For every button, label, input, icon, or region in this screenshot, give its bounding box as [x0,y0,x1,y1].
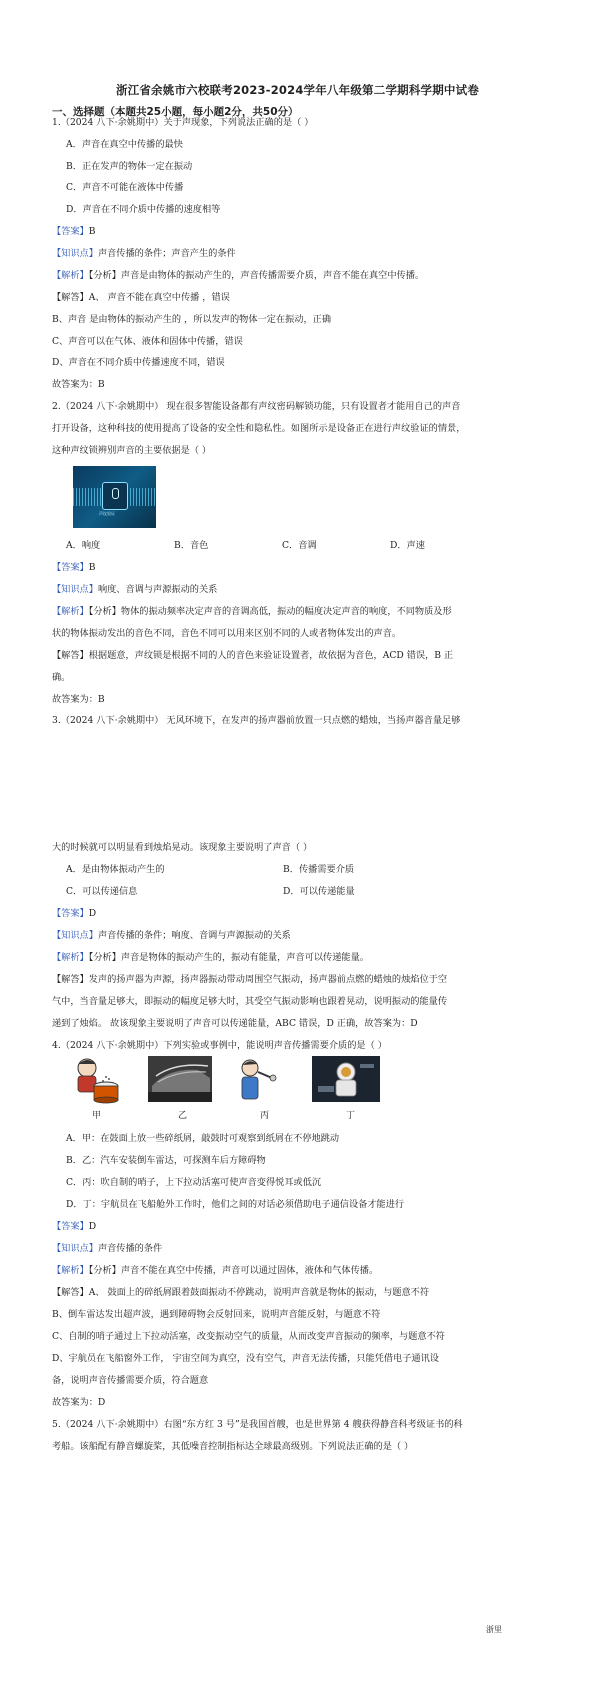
q2-stem-line: 这种声纹锁辨别声音的主要依据是（ ） [52,445,212,456]
q2-option-c: C．音调 [282,540,317,551]
page-title: 浙江省余姚市六校联考2023-2024学年八年级第二学期科学期中试卷 [115,83,480,97]
answer-tag: 【答案】 [52,908,89,919]
q2-answer [52,562,96,574]
analysis-tag: 【解析】 [52,606,89,617]
figure-label-ding: 丁 [346,1111,356,1121]
analysis-text: 【分析】声音是物体的振动产生的，振动有能量，声音可以传递能量。 [88,952,369,963]
q1-conclusion: 故答案为：B [52,379,105,390]
answer-value: D [88,1221,97,1232]
q4-analysis [52,1265,378,1277]
q4-option-b: B．乙：汽车安装倒车雷达，可探测车后方障碍物 [66,1155,266,1166]
analysis-tag: 【解析】 [52,1265,89,1276]
q3-options-row [66,864,506,876]
q3-solution-line: 【解答】发声的扬声器为声源，扬声器振动带动周围空气振动，扬声器前点燃的蜡烛的烛焰位于空 [52,974,448,985]
knowledge-text: 响度、音调与声源振动的关系 [97,584,218,595]
knowledge-tag: 【知识点】 [52,1243,98,1254]
knowledge-text: 声音传播的条件；声音产生的条件 [97,248,236,259]
q1-stem: 1.（2024 八下·余姚期中）关于声现象，下列说法正确的是（ ） [52,117,314,128]
q3-solution-line: 递到了烛焰。 故该现象主要说明了声音可以传递能量，ABC 错误，D 正确，故答案为：D [52,1018,418,1029]
whistle-illustration [238,1056,278,1104]
figure-label-jia: 甲 [92,1111,102,1121]
q4-stem: 4.（2024 八下·余姚期中）下列实验或事例中，能说明声音传播需要介质的是（ ） [52,1040,387,1051]
section-heading: 一、选择题（本题共25小题，每小题2分，共50分） [52,106,299,118]
q4-solution-line: 备，说明声音传播需要介质，符合题意 [52,1375,209,1386]
image-caption: 声纹验证 [99,511,115,516]
q1-solution-line: B、声音 是由物体的振动产生的 ，所以发声的物体一定在振动，正确 [52,314,332,325]
q4-knowledge-point [52,1243,162,1255]
astronaut-illustration [312,1056,380,1102]
q1-option-b: B．正在发声的物体一定在振动 [66,161,193,172]
q1-solution-line: C、声音可以在气体、液体和固体中传播，错误 [52,336,243,347]
q3-options-row [66,886,506,898]
q4-figure-row [70,1056,360,1120]
knowledge-text: 声音传播的条件；响度、音调与声源振动的关系 [97,930,291,941]
q3-option-d: D．可以传递能量 [283,886,355,897]
q1-solution-line: D、声音在不同介质中传播速度不同，错误 [52,357,225,368]
answer-tag: 【答案】 [52,562,89,573]
q4-solution-line: D、宇航员在飞船窗外工作， 宇宙空间为真空，没有空气，声音无法传播，只能凭借电子通讯设 [52,1353,439,1364]
figure-label-yi: 乙 [178,1111,188,1121]
q2-solution-line: 【解答】根据题意，声纹锁是根据不同的人的音色来验证设置者，故依据为音色，ACD 错误，B 正 [52,650,454,661]
analysis-text: 【分析】物体的振动频率决定声音的音调高低，振动的幅度决定声音的响度，不同物质及形 [88,606,452,617]
q3-option-a: A．是由物体振动产生的 [66,864,165,875]
analysis-text: 【分析】声音不能在真空中传播，声音可以通过固体，液体和气体传播。 [88,1265,379,1276]
knowledge-text: 声音传播的条件 [97,1243,163,1254]
q4-solution-line: B、倒车雷达发出超声波，遇到障碍物会反射回来，说明声音能反射，与题意不符 [52,1309,381,1320]
page-footer: 浙里 [486,1625,502,1634]
analysis-tag: 【解析】 [52,270,89,281]
analysis-text: 【分析】声音是由物体的振动产生的，声音传播需要介质，声音不能在真空中传播。 [88,270,425,281]
q2-analysis-line: 状的物体振动发出的音色不同，音色不同可以用来区别不同的人或者物体发出的声音。 [52,628,402,639]
q1-analysis [52,270,424,282]
q3-knowledge-point [52,930,291,942]
q3-option-b: B．传播需要介质 [283,864,355,875]
q4-solution-line: C、自制的哨子通过上下拉动活塞，改变振动空气的质量，从而改变声音振动的频率，与题意不符 [52,1331,445,1342]
drum-illustration [70,1056,122,1106]
q1-option-c: C．声音不可能在液体中传播 [66,182,184,193]
q3-option-c: C．可以传递信息 [66,886,138,897]
q4-option-d: D．丁：宇航员在飞船舱外工作时，他们之间的对话必须借助电子通信设备才能进行 [66,1199,405,1210]
q3-solution-line: 气中，当音量足够大，即振动的幅度足够大时，其受空气振动影响也跟着晃动，说明振动的能量传 [52,996,448,1007]
microphone-frame [102,482,128,510]
q2-conclusion: 故答案为：B [52,694,105,705]
q4-option-a: A．甲：在鼓面上放一些碎纸屑，敲鼓时可观察到纸屑在不停地跳动 [66,1133,340,1144]
answer-value: B [88,562,96,573]
answer-tag: 【答案】 [52,226,89,237]
voiceprint-image [73,466,156,528]
answer-tag: 【答案】 [52,1221,89,1232]
q4-solution-line: 【解答】A、 鼓面上的碎纸屑跟着鼓面振动不停跳动，说明声音就是物体的振动，与题意不符 [52,1287,430,1298]
q5-stem-line: 5.（2024 八下·余姚期中）右图“东方红 3 号”是我国首艘，也是世界第 4 艘获得静音科考级证书的科 [52,1419,463,1430]
q2-stem-line: 2.（2024 八下·余姚期中） 现在很多智能设备都有声纹密码解锁功能，只有设置者才能用自己的声音 [52,401,461,412]
car-radar-illustration [148,1056,212,1102]
q1-option-a: A．声音在真空中传播的最快 [66,139,183,150]
q3-stem-line: 3.（2024 八下·余姚期中） 无风环境下，在发声的扬声器前放置一只点燃的蜡烛，当扬声器音量足够 [52,715,461,726]
q3-stem-line: 大的时候就可以明显看到烛焰晃动。该现象主要说明了声音（ ） [52,842,313,853]
knowledge-tag: 【知识点】 [52,584,98,595]
q2-stem-line: 打开设备，这种科技的使用提高了设备的安全性和隐私性。如图所示是设备正在进行声纹验证的情景， [52,423,466,434]
knowledge-tag: 【知识点】 [52,930,98,941]
q4-answer [52,1221,96,1233]
analysis-tag: 【解析】 [52,952,89,963]
q1-option-d: D．声音在不同介质中传播的速度相等 [66,204,221,215]
microphone-icon [112,488,119,499]
q5-stem-line: 考船。该船配有静音螺旋桨，其低噪音控制指标达全球最高级别。下列说法正确的是（ ） [52,1441,414,1452]
q3-analysis [52,952,369,964]
q1-solution-line: 【解答】A、 声音不能在真空中传播 ，错误 [52,292,230,303]
q1-knowledge-point [52,248,236,260]
answer-value: B [88,226,96,237]
q2-options [66,540,506,552]
q2-analysis [52,606,452,618]
figure-label-bing: 丙 [260,1111,270,1121]
q3-answer [52,908,96,920]
answer-value: D [88,908,97,919]
q4-conclusion: 故答案为：D [52,1397,106,1408]
q2-option-d: D．声速 [390,540,425,551]
q2-knowledge-point [52,584,217,596]
q2-solution-line: 确。 [52,672,71,683]
q4-option-c: C．丙：吹自制的哨子，上下拉动活塞可使声音变得悦耳或低沉 [66,1177,322,1188]
knowledge-tag: 【知识点】 [52,248,98,259]
q2-option-b: B．音色 [174,540,209,551]
q1-answer [52,226,96,238]
q2-option-a: A．响度 [66,540,101,551]
